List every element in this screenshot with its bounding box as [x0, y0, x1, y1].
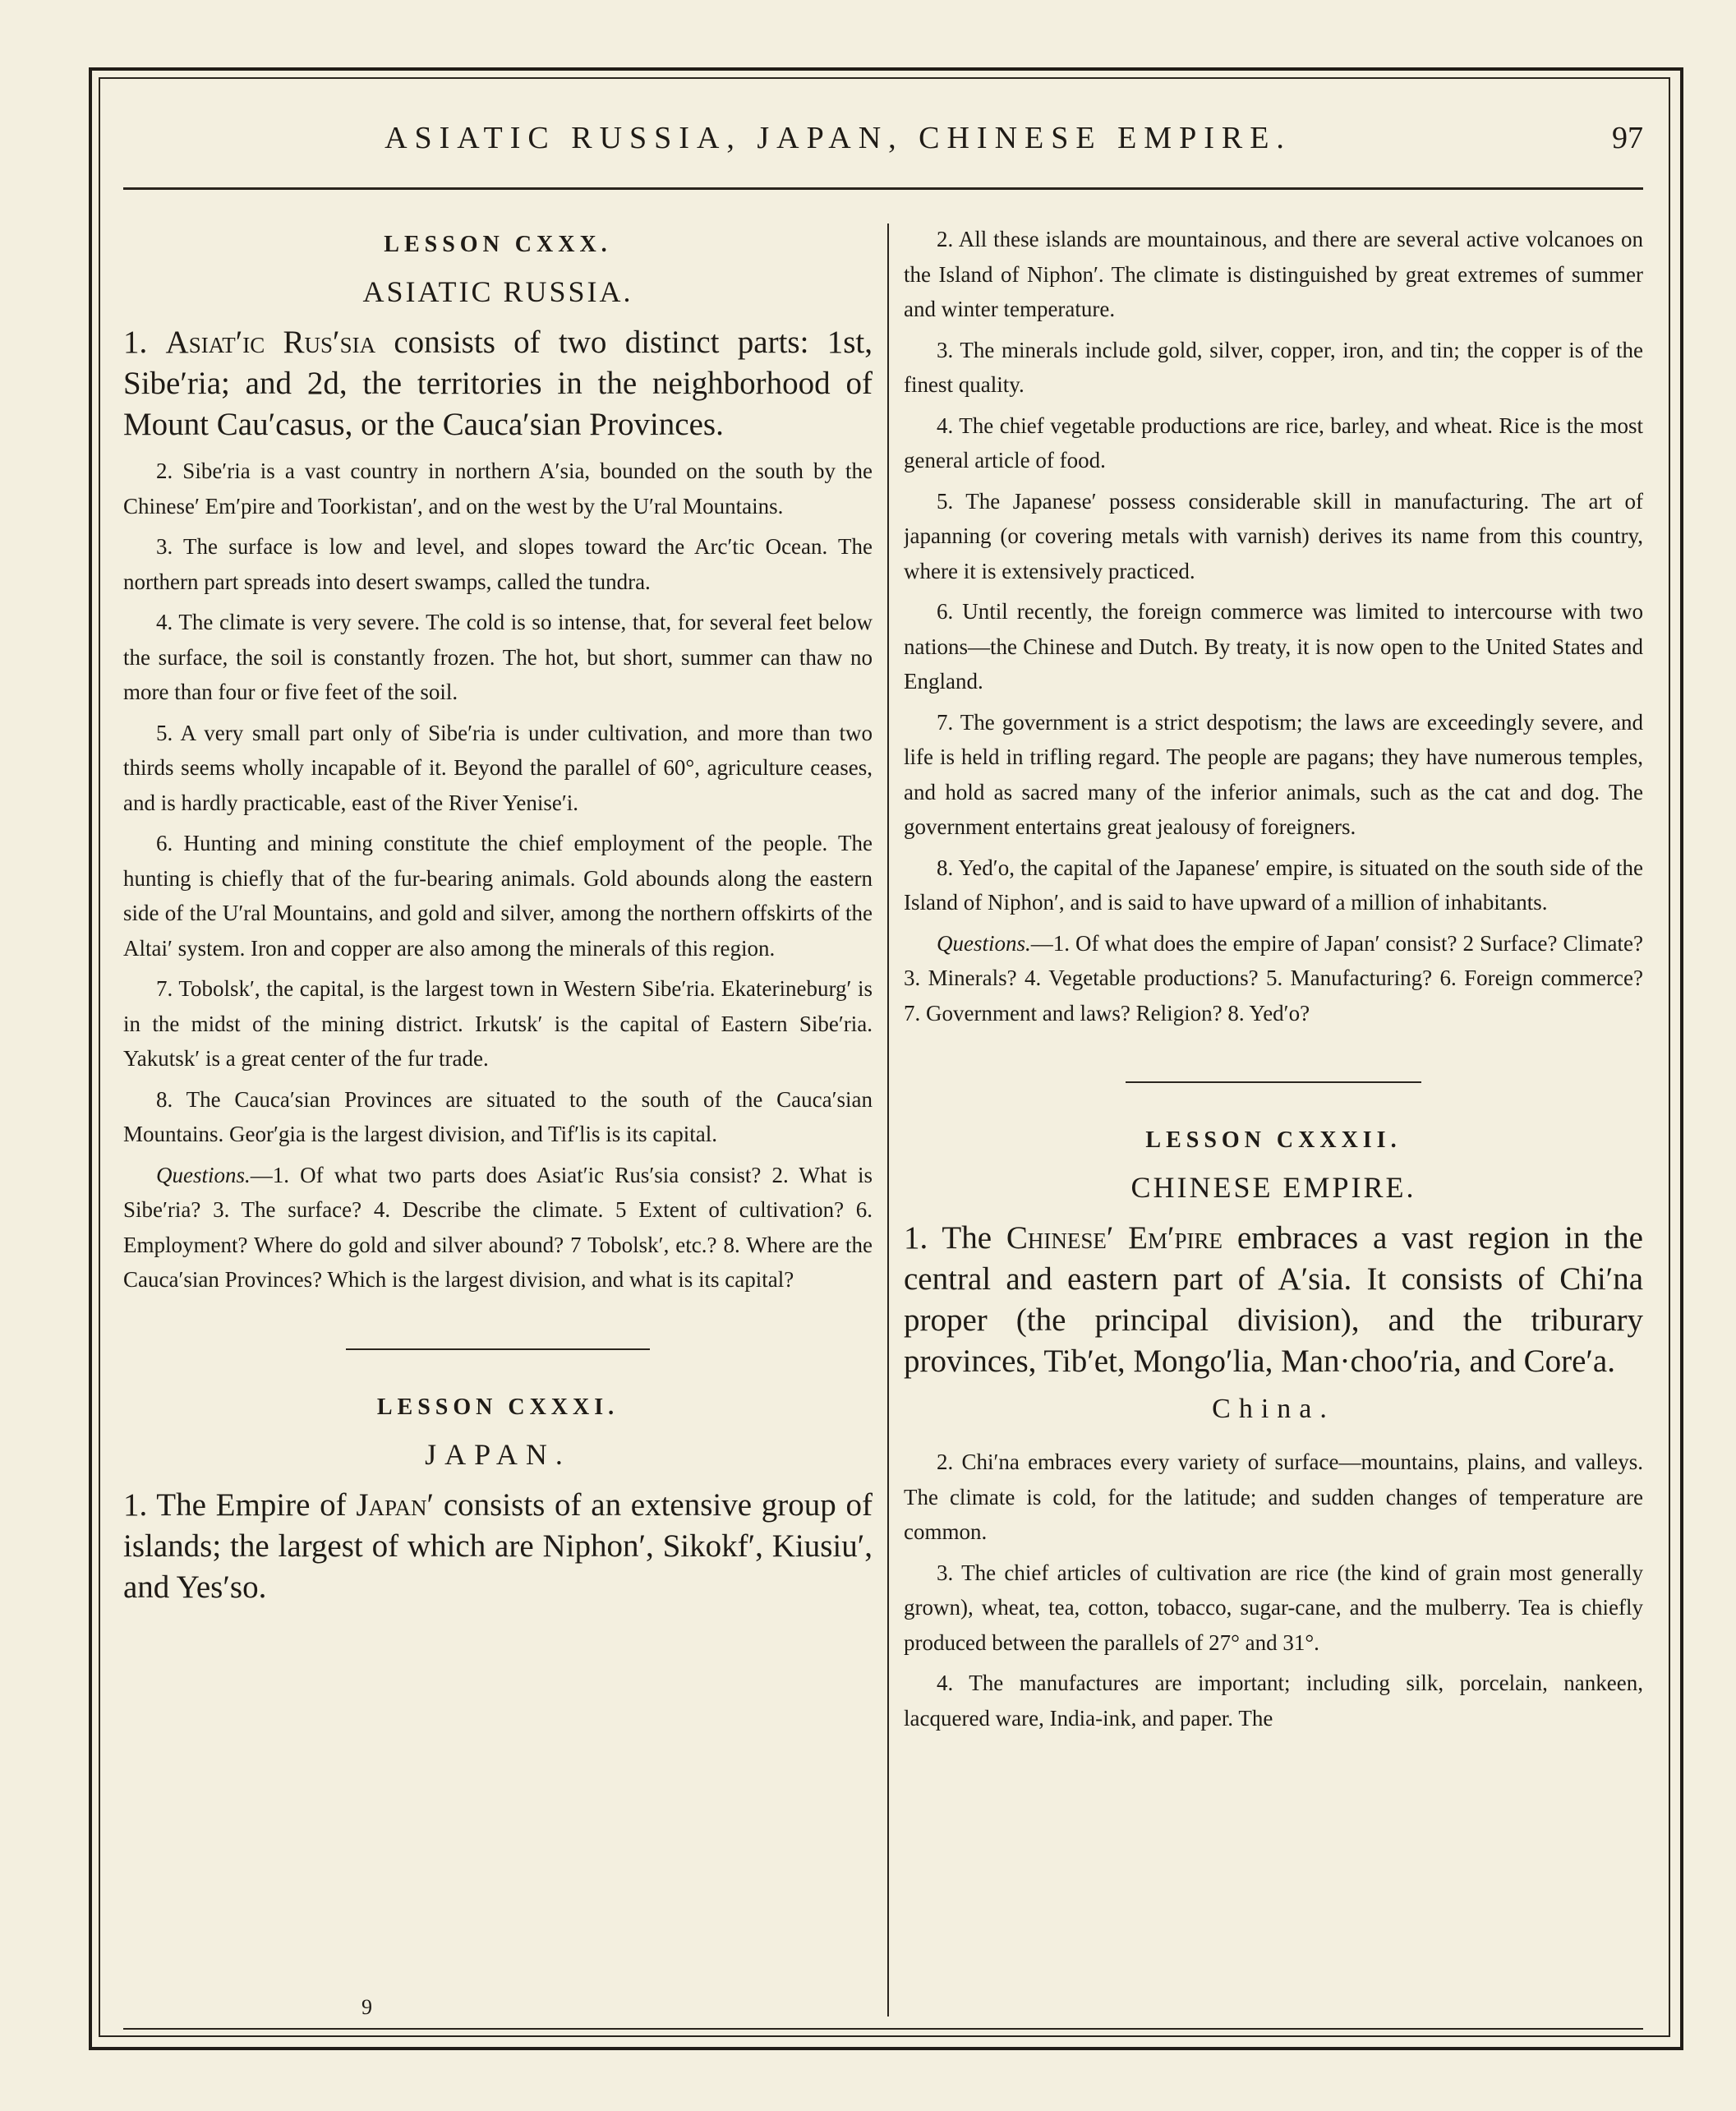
page-number: 97 — [1612, 121, 1643, 155]
lead-term: Japan′ — [356, 1486, 435, 1523]
paragraph: 4. The climate is very severe. The cold is so intense, that, for several feet below the surface, the soil is constantly frozen. The hot, but short, summer can thaw no more than four or five feet of the soil. — [123, 610, 873, 704]
lesson-130-questions: Questions.—1. Of what two parts does Asiat′ic Rus′sia consist? 2. What is Sibe′ria? 3. The surface? 4. Describe the climate. 5 Extent of cultivation? 6. Employment? Where do gold and silver abound? 7 Tobolsk′, etc.? 8. Where are the Cauca′sian Provinces? Which is the largest division, and what is its capital? — [123, 1162, 873, 1292]
signature-mark: 9 — [361, 1995, 372, 2019]
paragraph: 3. The surface is low and level, and slopes toward the Arc′tic Ocean. The northern part spreads into desert swamps, called the tundra. — [123, 534, 873, 594]
running-head — [123, 113, 1651, 163]
left-column — [123, 222, 873, 2021]
lesson-131-questions: Questions.—1. Of what does the empire of Japan′ consist? 2 Surface? Climate? 3. Minerals? 4. Vegetable productions? 5. Manufacturing? 6. Foreign commerce? 7. Government and laws? Religion? 8. Yed′o? — [904, 930, 1643, 1026]
bottom-rule — [123, 2028, 1643, 2030]
paragraph: 2. Sibe′ria is a vast country in northern A′sia, bounded on the south by the Chinese′ Em′pire and Toorkistan′, and on the west by the U′ral Mountains. — [123, 459, 873, 519]
section-heading-china: China. — [1212, 1394, 1335, 1424]
lead-term: Asiat′ic Rus′sia — [165, 325, 376, 360]
lesson-130-lead: 1. Asiat′ic Rus′sia consists of two distinct parts: 1st, Sibe′ria; and 2d, the territories in the neighborhood of Mount Cau′casus, or the Cauca′sian Provinces. — [123, 325, 873, 442]
paragraph: 4. The manufactures are important; including silk, porcelain, nankeen, lacquered ware, India-ink, and paper. The — [904, 1671, 1643, 1731]
lesson-131-title: JAPAN. — [425, 1437, 571, 1471]
questions-label: Questions. — [937, 930, 1031, 956]
lesson-132-title: CHINESE EMPIRE. — [1130, 1171, 1416, 1204]
lesson-132-lead: 1. The Chinese′ Em′pire embraces a vast region in the central and eastern part of A′sia. It consists of Chi′na proper (the principal division), and the triburary provinces, Tib′et, Mongo′lia, Man·choo′ria, and Core′a. — [904, 1220, 1643, 1379]
paragraph: 6. Until recently, the foreign commerce was limited to intercourse with two nations—the Chinese and Dutch. By treaty, it is now open to the United States and England. — [904, 599, 1643, 694]
lesson-132-number: LESSON CXXXII. — [1145, 1127, 1402, 1153]
paragraph: 3. The minerals include gold, silver, copper, iron, and tin; the copper is of the finest quality. — [904, 337, 1643, 397]
lesson-131-number: LESSON CXXXI. — [376, 1394, 619, 1420]
lead-term: Chinese′ Em′pire — [1006, 1220, 1223, 1256]
header-rule — [123, 187, 1643, 190]
column-divider — [887, 224, 889, 2017]
running-title: ASIATIC RUSSIA, JAPAN, CHINESE EMPIRE. — [384, 121, 1292, 155]
paragraph: 5. A very small part only of Sibe′ria is under cultivation, and more than two thirds seems wholly incapable of it. Beyond the parallel of 60°, agriculture ceases, and is hardly practicable, east of the River Yenise′i. — [123, 720, 873, 815]
paragraph: 2. All these islands are mountainous, and there are several active volcanoes on the Island of Niphon′. The climate is distinguished by great extremes of summer and winter temperature. — [904, 227, 1643, 321]
lesson-130-number: LESSON CXXX. — [384, 232, 612, 257]
paragraph: 4. The chief vegetable productions are rice, barley, and wheat. Rice is the most general article of food. — [904, 413, 1643, 472]
paragraph: 8. The Cauca′sian Provinces are situated to the south of the Cauca′sian Mountains. Geor′gia is the largest division, and Tif′lis is its capital. — [123, 1086, 873, 1146]
paragraph: 7. Tobolsk′, the capital, is the largest town in Western Sibe′ria. Ekaterineburg′ is in the midst of the mining district. Irkutsk′ is the capital of Eastern Sibe′ria. Yakutsk′ is a great center of the fur trade. — [123, 976, 873, 1071]
questions-label: Questions. — [156, 1162, 251, 1187]
lesson-130-title: ASIATIC RUSSIA. — [362, 275, 633, 308]
lesson-separator — [346, 1348, 650, 1350]
paragraph: 2. Chi′na embraces every variety of surface—mountains, plains, and valleys. The climate is cold, for the latitude; and sudden changes of temperature are common. — [904, 1450, 1643, 1544]
paragraph: 7. The government is a strict despotism; the laws are exceedingly severe, and life is held in trifling regard. The people are pagans; they have numerous temples, and hold as sacred many of the inferior animals, such as the cat and dog. The government entertains great jealousy of foreigners. — [904, 709, 1643, 839]
lesson-separator — [1126, 1081, 1421, 1083]
lesson-131-lead: 1. The Empire of Japan′ consists of an extensive group of islands; the largest of which are Niphon′, Sikokf′, Kiusiu′, and Yes′so. — [123, 1486, 873, 1605]
paragraph: 5. The Japanese′ possess considerable skill in manufacturing. The art of japanning (or covering metals with varnish) derives its name from this country, where it is extensively practiced. — [904, 488, 1643, 583]
paragraph: 8. Yed′o, the capital of the Japanese′ empire, is situated on the south side of the Island of Niphon′, and is said to have upward of a million of inhabitants. — [904, 855, 1643, 915]
paragraph: 6. Hunting and mining constitute the chief employment of the people. The hunting is chiefly that of the fur-bearing animals. Gold abounds along the eastern side of the U′ral Mountains, and gold and silver, among the northern offskirts of the Altai′ system. Iron and copper are also among the minerals of this region. — [123, 831, 873, 961]
right-column — [904, 222, 1643, 2021]
paragraph: 3. The chief articles of cultivation are rice (the kind of grain most generally grown), wheat, tea, cotton, tobacco, sugar-cane, and the mulberry. Tea is chiefly produced between the parallels of 27° and 31°. — [904, 1560, 1643, 1655]
